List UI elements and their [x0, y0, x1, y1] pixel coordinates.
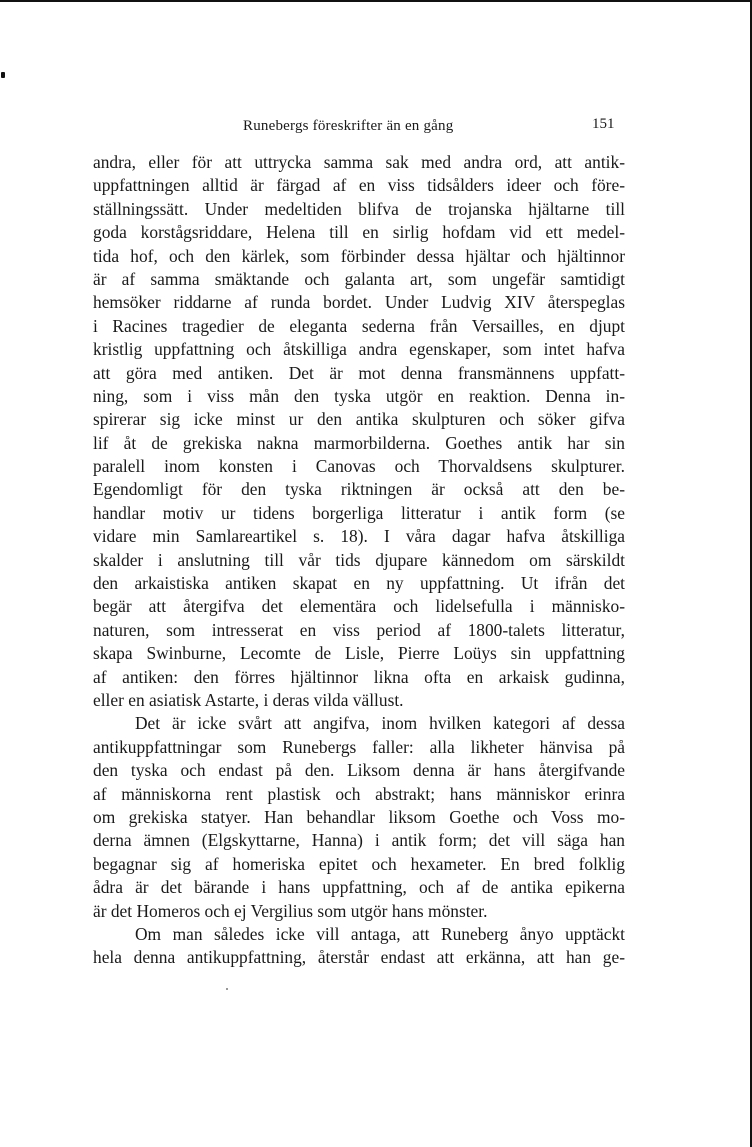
text-line: af antiken: den förres hjältinnor likna ofta en arkaisk gudinna, — [93, 666, 625, 687]
body-text — [93, 151, 625, 970]
text-line: af människorna rent plastisk och abstrakt; hans människor erinra — [93, 783, 625, 804]
text-line: handlar motiv ur tidens borgerliga litteratur i antik form (se — [93, 502, 625, 523]
text-line: hemsöker riddarne af runda bordet. Under Ludvig XIV återspeglas — [93, 292, 625, 313]
text-line: hela denna antikuppfattning, återstår endast att erkänna, att han ge- — [93, 947, 625, 968]
text-line: den arkaistiska antiken skapat en ny uppfattning. Ut ifrån det — [93, 573, 625, 594]
text-line: antikuppfattningar som Runebergs faller: alla likheter hänvisa på — [93, 736, 625, 757]
text-line: Om man således icke vill antaga, att Runeberg ånyo upptäckt — [135, 923, 625, 944]
text-line: goda korstågsriddare, Helena till en sirlig hofdam vid ett medel- — [93, 222, 625, 243]
text-line: paralell inom konsten i Canovas och Thorvaldsens skulpturer. — [93, 456, 625, 477]
text-line: om grekiska statyer. Han behandlar liksom Goethe och Voss mo- — [93, 806, 625, 827]
text-line: Egendomligt för den tyska riktningen är också att den be- — [93, 479, 625, 500]
margin-mark — [1, 72, 5, 78]
running-title: Runebergs föreskrifter än en gång — [243, 118, 454, 134]
text-line: den tyska och endast på den. Liksom denna är hans återgifvande — [93, 760, 625, 781]
text-line: är det Homeros och ej Vergilius som utgör hans mönster. — [93, 900, 488, 921]
text-line: skapa Swinburne, Lecomte de Lisle, Pierre Loüys sin uppfattning — [93, 643, 625, 664]
text-line: derna ämnen (Elgskyttarne, Hanna) i antik form; det vill säga han — [93, 830, 625, 851]
page-number: 151 — [592, 116, 615, 132]
text-line: ställningssätt. Under medeltiden blifva de trojanska hjältarne till — [93, 198, 625, 219]
text-line: begagnar sig af homeriska epitet och hexameter. En bred folklig — [93, 853, 625, 874]
text-line: andra, eller för att uttrycka samma sak med andra ord, att antik- — [93, 152, 625, 172]
text-line: eller en asiatisk Astarte, i deras vilda vällust. — [93, 689, 404, 710]
text-line: Det är icke svårt att angifva, inom hvilken kategori af dessa — [135, 713, 625, 734]
text-line: är af samma smäktande och galanta art, som ungefär samtidigt — [93, 268, 625, 289]
text-line: spirerar sig icke minst ur den antika skulpturen och söker gifva — [93, 409, 625, 430]
text-line: naturen, som intresserat en viss period af 1800-talets litteratur, — [93, 619, 625, 640]
text-line: kristlig uppfattning och åtskilliga andra egenskaper, som intet hafva — [93, 339, 625, 360]
text-line: tida hof, och den kärlek, som förbinder dessa hjältar och hjältinnor — [93, 245, 625, 266]
text-line: skalder i anslutning till vår tids djupare kännedom om särskildt — [93, 549, 625, 570]
text-line: lif åt de grekiska nakna marmorbilderna. Goethes antik har sin — [93, 432, 625, 453]
text-line: att göra med antiken. Det är mot denna fransmännens uppfatt- — [93, 362, 625, 383]
text-line: uppfattningen alltid är färgad af en viss tidsålders ideer och före- — [93, 175, 625, 196]
text-line: begär att återgifva det elementära och lidelsefulla i människo- — [93, 596, 625, 617]
text-line: i Racines tragedier de eleganta sederna från Versailles, en djupt — [93, 315, 625, 336]
print-speck — [226, 988, 228, 990]
text-line: ådra är det bärande i hans uppfattning, och af de antika epikerna — [93, 877, 625, 898]
text-line: ning, som i viss mån den tyska utgör en reaktion. Denna in- — [93, 385, 625, 406]
top-border-rule — [0, 0, 752, 2]
text-line: vidare min Samlareartikel s. 18). I våra dagar hafva åtskilliga — [93, 526, 625, 547]
